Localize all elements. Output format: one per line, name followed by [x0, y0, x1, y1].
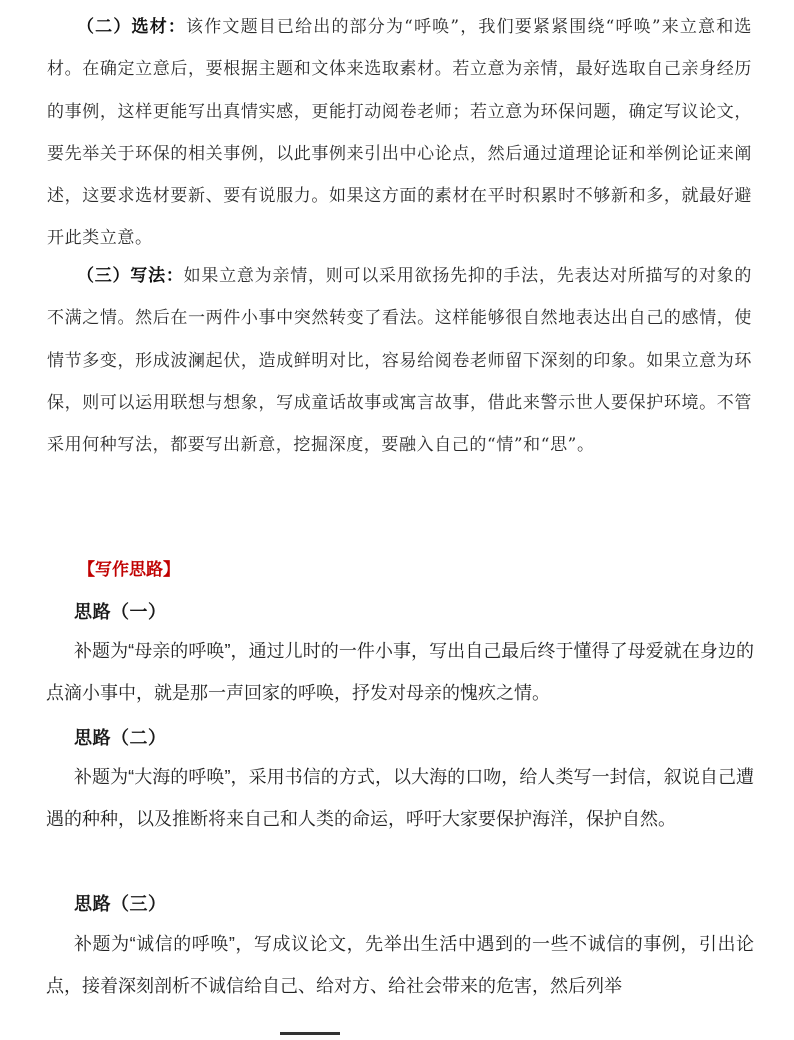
idea-2-text: 补题为“大海的呼唤”，采用书信的方式，以大海的口吻，给人类写一封信，叙说自己遭遇的种种，以及推断将来自己和人类的命运，呼吁大家要保护海洋，保护自然。 — [46, 767, 754, 829]
writing-method-paragraph — [47, 255, 752, 466]
selection-lead: （二）选材： — [77, 17, 187, 36]
idea-3-title: 思路（三） — [74, 894, 167, 914]
writing-ideas-heading: 【写作思路】 — [78, 560, 180, 579]
selection-paragraph — [47, 6, 752, 260]
writing-method-lead: （三）写法： — [77, 266, 184, 285]
idea-1-text: 补题为“母亲的呼唤”，通过儿时的一件小事，写出自己最后终于懂得了母爱就在身边的点滴小事中，就是那一声回家的呼唤，抒发对母亲的愧疚之情。 — [46, 641, 754, 703]
idea-2-title: 思路（二） — [74, 728, 167, 748]
selection-text: 该作文题目已给出的部分为“呼唤”，我们要紧紧围绕“呼唤”来立意和选材。在确定立意后，要根据主题和文体来选取素材。若立意为亲情，最好选取自己亲身经历的事例，这样更能写出真情实感，更能打动阅卷老师；若立意为环保问题，确定写议论文，要先举关于环保的相关事例，以此事例来引出中心论点，然后通过道理论证和举例论证来阐述，这要求选材要新、要有说服力。如果这方面的素材在平时积累时不够新和多，就最好避开此类立意。 — [47, 17, 752, 249]
idea-1-title: 思路（一） — [74, 602, 167, 622]
writing-method-text: 如果立意为亲情，则可以采用欲扬先抑的手法，先表达对所描写的对象的不满之情。然后在一两件小事中突然转变了看法。这样能够很自然地表达出自己的感情，使情节多变，形成波澜起伏，造成鲜明对比，容易给阅卷老师留下深刻的印象。如果立意为环保，则可以运用联想与想象，写成童话故事或寓言故事，借此来警示世人要保护环境。不管采用何种写法，都要写出新意，挖掘深度，要融入自己的“情”和“思”。 — [47, 266, 752, 456]
clipped-next-line — [280, 1032, 510, 1040]
idea-3-text: 补题为“诚信的呼唤”，写成议论文，先举出生活中遇到的一些不诚信的事例，引出论点，接着深刻剖析不诚信给自己、给对方、给社会带来的危害，然后列举 — [46, 934, 754, 996]
